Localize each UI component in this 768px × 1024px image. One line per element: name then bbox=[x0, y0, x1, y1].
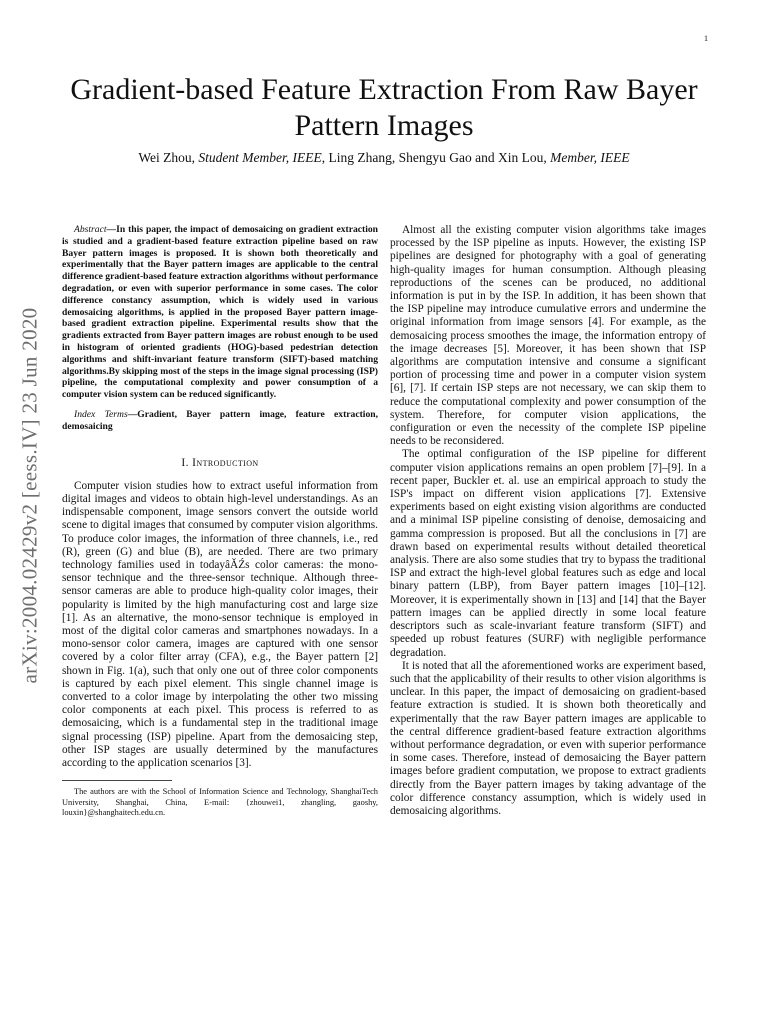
arxiv-stamp bbox=[10, 260, 50, 730]
author-1-affiliation: Student Member, IEEE bbox=[198, 150, 322, 165]
author-1: Wei Zhou, bbox=[138, 150, 196, 165]
left-column bbox=[62, 224, 378, 818]
other-authors: , Ling Zhang, Shengyu Gao and Xin Lou, bbox=[321, 150, 547, 165]
paragraph: Almost all the existing computer vision algorithms take images processed by the ISP pipeline as inputs. However, the existing ISP pipelines are designed for photography with a goal of generating high-quality images for human consumption. Although pleasing reproductions of the scenes can be produced, no additional information is put in by the ISP. In addition, it has been shown that the ISP pipeline may introduce cumulative errors and undermine the original information from image sensors [4]. For example, as the demosaicing process smoothes the image, the information entropy of the image decreases [5]. Moreover, it has been shown that ISP algorithms are computation intensive and consume a significant portion of processing time and power in a computer vision system [6], [7]. If certain ISP steps are not necessary, we can skip them to reduce the computational complexity and power consumption of the system. Therefore, for computer vision applications, the configuration or even the necessity of the complete ISP pipeline needs to be reconsidered. bbox=[390, 224, 706, 448]
index-terms-lead: Index Terms bbox=[74, 408, 128, 420]
abstract-lead: Abstract bbox=[74, 224, 107, 235]
paragraph: The optimal configuration of the ISP pipeline for different computer vision applications remains an open problem [7]–[9]. In a recent paper, Buckler et. al. use an empirical approach to study the ISP's impact on different vision applications [7]. Extensive experiments based on eight existing vision algorithms are conducted and a minimal ISP pipeline consisting of denoise, demosaicing and gamma compression is proposed. But all the conclusions in [7] are drawn based on experimental results without detailed theoretical analysis. There are also some studies that try to bypass the traditional ISP and extract the high-level global features such as edge and local binary pattern (LBP), from Bayer pattern images [10]–[12]. Moreover, it is experimentally shown in [13] and [14] that the Bayer pattern images can be applied directly in some local feature descriptors such as scale-invariant feature transform (SIFT) and speeded up robust features (SURF) with negligible performance degradation. bbox=[390, 448, 706, 659]
right-column bbox=[390, 224, 706, 818]
abstract bbox=[62, 224, 378, 401]
paragraph: Computer vision studies how to extract useful information from digital images and videos to obtain high-level understandings. As an indispensable component, image sensors convert the outside world scene to digital images that consumed by computer vision algorithms. To produce color images, the information of three channels, i.e., red (R), green (G) and blue (B), are needed. There are two primary technology families used in todayâĂŹs color cameras: the mono-sensor technique and the three-sensor technique. Although three-sensor cameras are able to produce high-quality color images, their popularity is limited by the high manufacturing cost and large size [1]. As an alternative, the mono-sensor technique is employed in most of the digital color cameras and smartphones nowadays. In a mono-sensor color camera, images are captured with one sensor covered by a color filter array (CFA), e.g., the Bayer pattern [2] shown in Fig. 1(a), such that only one out of three color components is captured by each pixel element. This single channel image is converted to a color image by interpolating the other two missing color components at each pixel. This process is referred to as demosaicing, which is a fundamental step in the traditional image signal processing (ISP) pipeline. Apart from the demosaicing step, other ISP stages are usually determined by the manufactures according to the application scenarios [3]. bbox=[62, 479, 378, 770]
page-number: 1 bbox=[704, 34, 708, 43]
author-footnote: The authors are with the School of Information Science and Technology, ShanghaiTech University, Shanghai, China, E-mail: {zhouwei1, zhangling, gaoshy, louxin}@shanghaitech.edu.cn. bbox=[62, 787, 378, 818]
arxiv-id: arXiv:2004.02429v2 [eess.IV] 23 Jun 2020 bbox=[17, 307, 42, 683]
paragraph: It is noted that all the aforementioned works are experiment based, such that the applicability of their results to other vision algorithms is unclear. In this paper, the impact of demosaicing on gradient-based feature extraction is studied. It is shown both theoretically and experimentally that the raw Bayer pattern images are applicable to the central difference gradient-based feature extraction algorithms without performance degradation, or even with superior performance in some cases. Therefore, instead of demosaicing the Bayer pattern images before gradient computation, we propose to extract gradients directly from the Bayer pattern images by taking advantage of the color difference constancy assumption, which is widely used in demosaicing algorithms. bbox=[390, 659, 706, 817]
paper-title: Gradient-based Feature Extraction From Raw Bayer Pattern Images bbox=[70, 73, 698, 142]
section-heading-introduction: I. Introduction bbox=[181, 456, 259, 469]
index-terms bbox=[62, 409, 378, 433]
abstract-text: —In this paper, the impact of demosaicing on gradient extraction is studied and a gradient-based feature extraction pipeline based on raw Bayer pattern images is proposed. It is shown both theoretically and experimentally that the Bayer pattern images are applicable to the central difference gradient-based feature extraction algorithms without performance degradation, or even with superior performance in some cases. The color difference constancy assumption, which is widely used in various demosaicing algorithms, is applied in the proposed Bayer pattern image-based gradient extraction pipeline. Experimental results show that the gradients extracted from Bayer pattern images are robust enough to be used in histogram of oriented gradients (HOG)-based pedestrian detection algorithms and shift-invariant feature transform (SIFT)-based matching algorithms.By skipping most of the steps in the image signal processing (ISP) pipeline, the computational complexity and power consumption of a computer vision system can be reduced significantly. bbox=[62, 224, 378, 401]
author-line bbox=[40, 150, 728, 166]
last-author-affiliation: Member, IEEE bbox=[550, 150, 630, 165]
footnote-divider bbox=[62, 780, 172, 781]
index-terms-text: —Gradient, Bayer pattern image, feature extraction, demosaicing bbox=[62, 408, 378, 432]
